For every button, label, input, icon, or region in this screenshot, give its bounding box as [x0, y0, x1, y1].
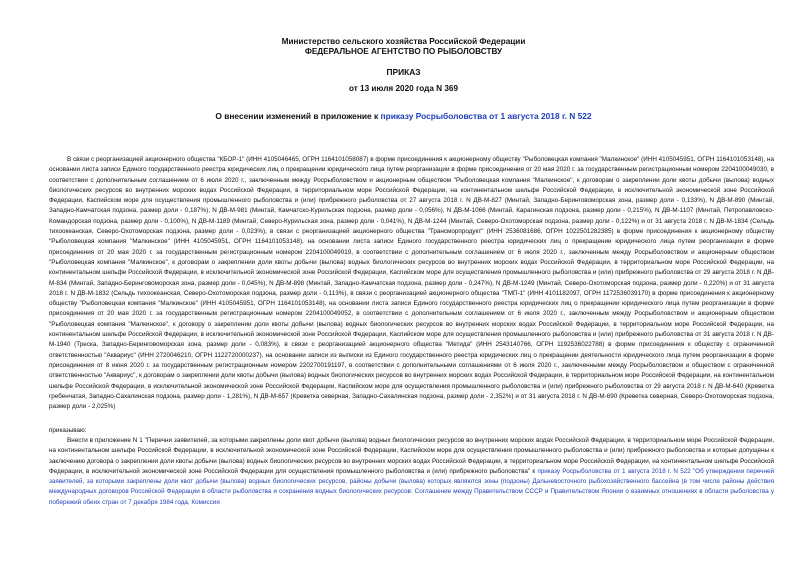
doc-type-heading: ПРИКАЗ [386, 67, 421, 77]
title-prefix: О внесении изменений в приложение к [215, 111, 381, 121]
date-number: от 13 июля 2020 года N 369 [348, 84, 459, 93]
agency-heading: ФЕДЕРАЛЬНОЕ АГЕНТСТВО ПО РЫБОЛОВСТВУ [304, 47, 503, 56]
order-document-link[interactable]: приказу Росрыболовства от 1 августа 2018 г. N 522 "Об утверждении перечней заявителей, за которыми закреплены доли квот добычи (вылова) водных биологических ресурсов, районы добычи (вылова) которых являются зоны (подзоны) Дальневосточного рыбохозяйственного бассейна (в том числе районы действия международных договоров Российской Федерации в области рыболовства и сохранения водных биологических ресурсов: Соглашение между Правительством СССР и Правительством Японии о взаимных отношениях в области рыболовства у побережий обеих стран от 7 декабря 1984 года, Комиссия [49, 467, 774, 506]
ministry-heading: Министерство сельского хозяйства Российской Федерации [281, 37, 526, 46]
title-order-link[interactable]: приказу Росрыболовства от 1 августа 2018 г. N 522 [380, 111, 592, 121]
page-title [0, 111, 807, 121]
preamble [49, 155, 774, 412]
order-paragraph [49, 436, 774, 508]
order-body [49, 436, 774, 508]
order-label: приказываю: [49, 427, 87, 434]
preamble-paragraph: В связи с реорганизацией акционерного общества "КБОР-1" (ИНН 4105046465, ОГРН 1164101058087) в форме присоединения к акционерному обществу "Рыболовецкая компания "Малкинское" (ИНН 4105045951, ОГРН 1164101053148), на основании листа записи Единого государственного реестра юридических лиц о прекращении юридического лица путем реорганизации в форме присоединения от 20 мая 2020 г. за государственным регистрационным номером 2204100049030, в соответствии с дополнительным соглашением от 6 июля 2020 г., заключенным между Росрыболовством и акционерным обществом "Рыболовецкая компания "Малкинское", к договорам о закреплении доли квоты добычи (вылова) водных биологических ресурсов во внутренних морских водах Российской Федерации, в территориальном море Российской Федерации, на континентальном шельфе Российской Федерации, в исключительной экономической зоне Российской Федерации, Каспийском море для осуществления промышленного рыболовства и (или) прибрежного рыболовства от 27 августа 2018 г. N ДВ-М-827 (Минтай, Западно-Беринговоморская зона, размер доли - 0,133%), N ДВ-М-890 (Минтай, Западно-Камчатская подзона, размер доли - 0,187%), N ДВ-М-981 (Минтай, Камчатско-Курильская подзона, размер доли - 0,056%), N ДВ-М-1066 (Минтай, Карагинская подзона, размер доли - 0,215%), N ДВ-М-1107 (Минтай, Петропавловско-Командорская подзона, размер доли - 0,100%), N ДВ-М-1189 (Минтай, Северо-Курильская зона, размер доли - 0,041%), N ДВ-М-1244 (Минтай, Северо-Охотоморская подзона, размер доли - 0,122%) и от 31 августа 2018 г. N ДВ-М-1834 (Сельдь тихоокеанская, Северо-Охотоморская подзона, размер доли - 0,023%), в связи с реорганизацией акционерного общества "Трансморпродукт" (ИНН 2536081686, ОГРН 1022501282385) в форме присоединения к акционерному обществу "Рыболовецкая компания "Малкинское" (ИНН 4105045951, ОГРН 1164101053148), на основании листа записи Единого государственного реестра юридических лиц о прекращении юридического лица путем реорганизации в форме присоединения от 20 мая 2020 г. за государственным регистрационным номером 2204100049019, в соответствии с дополнительным соглашением от 6 июля 2020 г., заключенным между Росрыболовством и акционерным обществом "Рыболовецкая компания "Малкинское", к договорам о закреплении доли квоты добычи (вылова) водных биологических ресурсов во внутренних морских водах Российской Федерации, в территориальном море Российской Федерации, на континентальном шельфе Российской Федерации, в исключительной экономической зоне Российской Федерации, Каспийском море для осуществления промышленного рыболовства и (или) прибрежного рыболовства от 29 августа 2018 г. N ДВ-М-834 (Минтай, Западно-Беринговоморская зона, размер доли - 0,045%), N ДВ-М-898 (Минтай, Западно-Камчатская подзона, размер доли - 0,247%), N ДВ-М-1249 (Минтай, Северо-Охотоморская подзона, размер доли - 0,220%) и от 31 августа 2018 г. N ДВ-М-1832 (Сельдь тихоокеанская, Северо-Охотоморская подзона, размер доли - 0,113%), в связи с реорганизацией акционерного общества "ТМП-1" (ИНН 4101182097, ОГРН 1172536039170) в форме присоединения к акционерному обществу "Рыболовецкая компания "Малкинское" (ИНН 4105045951, ОГРН 1164101053148), на основании листа записи Единого государственного реестра юридических лиц о прекращении юридического лица путем реорганизации в форме присоединения от 20 мая 2020 г. за государственным регистрационным номером 2204100049052, в соответствии с дополнительным соглашением от 6 июля 2020 г., заключенным между Росрыболовством и акционерным обществом "Рыболовецкая компания "Малкинское", к договору о закреплении доли квоты добычи (вылова) водных биологических ресурсов во внутренних морских водах Российской Федерации, в территориальном море Российской Федерации, на континентальном шельфе Российской Федерации, в исключительной экономической зоне Российской Федерации, Каспийском море для осуществления промышленного рыболовства и (или) прибрежного рыболовства от 31 августа 2018 г. N ДВ-М-1940 (Треска, Западно-Беринговоморская зона, размер доли - 0,083%), в связи с реорганизацией акционерного общества "Метида" (ИНН 2543140766, ОГРН 1192536022788) в форме присоединения к обществу с ограниченной ответственностью "Аквариус" (ИНН 2720046210, ОГРН 1122720000237), на основании записи из выписки из Единого государственного реестра юридических лиц о прекращении деятельности юридического лица путем реорганизации в форме присоединения от 8 июня 2020 г. за государственным регистрационным номером 2202700191197, в соответствии с дополнительными соглашениями от 6 июля 2020 г., заключенными между Росрыболовством и обществом с ограниченной ответственностью "Аквариус", к договорам о закреплении доли квоты добычи (вылова) водных биологических ресурсов во внутренних морских водах Российской Федерации, в территориальном море Российской Федерации, на континентальном шельфе Российской Федерации, в исключительной экономической зоне Российской Федерации, Каспийском море для осуществления промышленного рыболовства и (или) прибрежного рыболовства от 29 августа 2018 г. N ДВ-М-640 (Креветка гребенчатая, Западно-Сахалинская подзона, размер доли - 1,281%), N ДВ-М-657 (Креветка северная, Западно-Сахалинская подзона, размер доли - 2,352%) и от 31 августа 2018 г. N ДВ-М-690 (Креветка северная, Северо-Охотоморская подзона, размер доли - 2,025%) [49, 156, 774, 411]
order-paragraph-text: Внести в приложение N 1 "Перечни заявителей, за которыми закреплены доли квот добычи (вылова) водных биологических ресурсов во внутренних морских водах Российской Федерации, в территориальном море Российской Федерации, на континентальном шельфе Российской Федерации, в исключительной экономической зоне Российской Федерации, Каспийском море для осуществления промышленного рыболовства и (или) прибрежного рыболовства и которые допущены к заключению договора о закреплении доли квоты добычи (вылова) водных биологических ресурсов во внутренних морских водах Российской Федерации, в территориальном море Российской Федерации, на континентальном шельфе Российской Федерации, в исключительной экономической зоне Российской Федерации для осуществления промышленного рыболовства и (или) прибрежного рыболовства" к [49, 437, 774, 475]
